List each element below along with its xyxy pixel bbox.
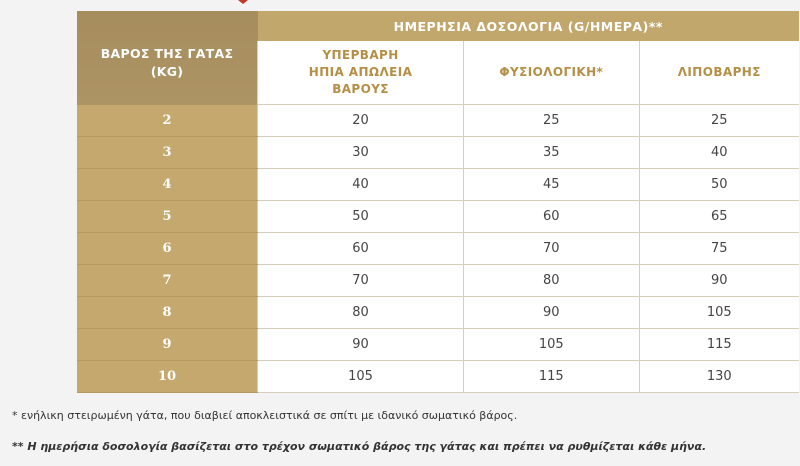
dose-cell: 105 [639, 296, 799, 328]
table-row [77, 200, 799, 232]
weight-header-unit: (KG) [150, 64, 184, 79]
column-header-overweight: ΥΠΕΡΒΑΡΗ ΗΠΙΑ ΑΠΩΛΕΙΑ ΒΑΡΟΥΣ [258, 41, 464, 105]
dose-cell: 70 [464, 232, 639, 264]
weight-cell: 8 [77, 296, 258, 328]
table-row [77, 328, 799, 360]
dose-cell: 30 [258, 136, 464, 168]
dose-cell: 115 [464, 360, 639, 392]
dose-cell: 90 [258, 328, 464, 360]
dose-cell: 80 [258, 296, 464, 328]
table-row [77, 264, 799, 296]
dose-cell: 70 [258, 264, 464, 296]
dose-cell: 130 [639, 360, 799, 392]
dose-cell: 25 [639, 105, 799, 137]
weight-cell: 9 [77, 328, 258, 360]
dose-cell: 90 [464, 296, 639, 328]
table-row [77, 168, 799, 200]
table-row [77, 296, 799, 328]
dose-cell: 115 [639, 328, 799, 360]
weight-cell: 6 [77, 232, 258, 264]
weight-cell: 10 [77, 360, 258, 392]
dose-cell: 75 [639, 232, 799, 264]
weight-cell: 2 [77, 105, 258, 137]
weight-cell: 3 [77, 136, 258, 168]
table-row [77, 136, 799, 168]
dose-cell: 60 [464, 200, 639, 232]
footnote-neutered-adult: * ενήλικη στειρωμένη γάτα, που διαβιεί αποκλειστικά σε σπίτι με ιδανικό σωματικό βάρος. [12, 409, 518, 422]
weight-column-header [77, 11, 258, 105]
daily-dosage-header: ΗΜΕΡΗΣΙΑ ΔΟΣΟΛΟΓΙΑ (G/ΗΜΕΡΑ)** [258, 11, 799, 41]
weight-cell: 7 [77, 264, 258, 296]
footnote-daily-dosage: ** Η ημερήσια δοσολογία βασίζεται στο τρέχον σωματικό βάρος της γάτας και πρέπει να ρυθμίζεται κάθε μήνα. [12, 440, 707, 453]
dose-cell: 45 [464, 168, 639, 200]
dose-cell: 50 [639, 168, 799, 200]
weight-cell: 4 [77, 168, 258, 200]
dosage-table [77, 11, 799, 393]
dose-cell: 60 [258, 232, 464, 264]
column-header-normal: ΦΥΣΙΟΛΟΓΙΚΗ* [464, 41, 639, 105]
table-row [77, 360, 799, 392]
dose-cell: 80 [464, 264, 639, 296]
dose-cell: 40 [258, 168, 464, 200]
dose-cell: 25 [464, 105, 639, 137]
top-pointer-marker [238, 0, 248, 4]
table-row [77, 105, 799, 137]
dose-cell: 65 [639, 200, 799, 232]
dose-cell: 50 [258, 200, 464, 232]
weight-cell: 5 [77, 200, 258, 232]
column-header-underweight: ΛΙΠΟΒΑΡΗΣ [639, 41, 799, 105]
dose-cell: 90 [639, 264, 799, 296]
dose-cell: 20 [258, 105, 464, 137]
dose-cell: 35 [464, 136, 639, 168]
table-row [77, 232, 799, 264]
dose-cell: 40 [639, 136, 799, 168]
weight-header-label: ΒΑΡΟΣ ΤΗΣ ΓΑΤΑΣ [100, 46, 234, 61]
dose-cell: 105 [464, 328, 639, 360]
dose-cell: 105 [258, 360, 464, 392]
